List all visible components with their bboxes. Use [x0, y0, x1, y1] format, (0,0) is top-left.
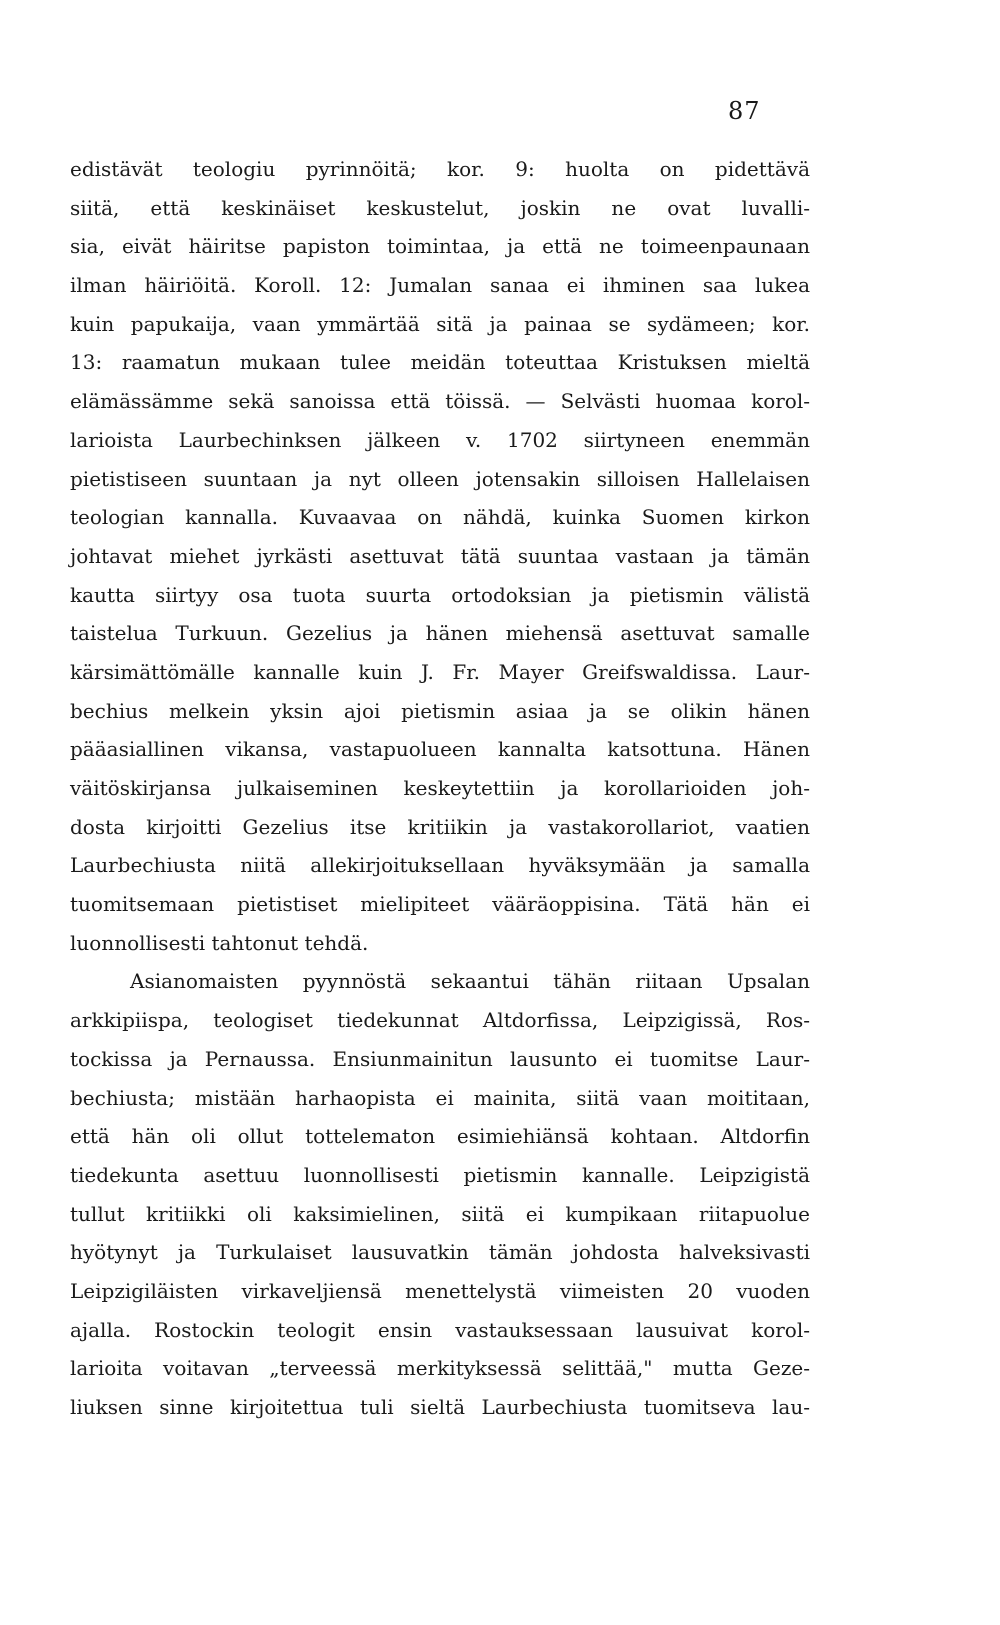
text-line: ajalla. Rostockin teologit ensin vastauksessaan lausuivat korol-: [70, 1317, 810, 1342]
text-line: tockissa ja Pernaussa. Ensiunmainitun lausunto ei tuomitse Laur-: [70, 1046, 810, 1071]
text-line: väitöskirjansa julkaiseminen keskeytettiin ja korollarioiden joh-: [70, 776, 810, 800]
text-line: pietistiseen suuntaan ja nyt olleen jotensakin silloisen Hallelaisen: [70, 466, 810, 491]
text-line: dosta kirjoitti Gezelius itse kritiikin ja vastakorollariot, vaatien: [70, 814, 810, 839]
text-line: taistelua Turkuun. Gezelius ja hänen miehensä asettuvat samalle: [70, 621, 810, 646]
paragraph-1: [70, 150, 810, 962]
text-line: larioita voitavan „terveessä merkityksessä selittää," mutta Geze-: [70, 1356, 810, 1381]
text-line: hyötynyt ja Turkulaiset lausuvatkin tämän johdosta halveksivasti: [70, 1240, 810, 1265]
text-line: tullut kritiikki oli kaksimielinen, siitä ei kumpikaan riitapuolue: [70, 1201, 810, 1226]
text-line: bechius melkein yksin ajoi pietismin asiaa ja se olikin hänen: [70, 698, 810, 723]
text-line: edistävät teologiu pyrinnöitä; kor. 9: huolta on pidettävä: [70, 157, 810, 181]
text-line: elämässämme sekä sanoissa että töissä. — Selvästi huomaa korol-: [70, 389, 810, 414]
text-line: 13: raamatun mukaan tulee meidän toteuttaa Kristuksen mieltä: [70, 350, 810, 375]
text-line: arkkipiispa, teologiset tiedekunnat Altdorfissa, Leipzigissä, Ros-: [70, 1008, 810, 1033]
text-line: tuomitsemaan pietistiset mielipiteet vääräoppisina. Tätä hän ei: [70, 892, 810, 917]
paragraph-2: [70, 962, 810, 1426]
text-line: ilman häiriöitä. Koroll. 12: Jumalan sanaa ei ihminen saa lukea: [70, 273, 810, 298]
text-line: bechiusta; mistään harhaopista ei mainita, siitä vaan moititaan,: [70, 1085, 810, 1110]
text-line: sia, eivät häiritse papiston toimintaa, ja että ne toimeenpaunaan: [70, 234, 810, 259]
text-line: että hän oli ollut tottelematon esimiehiänsä kohtaan. Altdorfin: [70, 1124, 810, 1149]
body-text: [70, 150, 810, 1427]
text-line: tiedekunta asettuu luonnollisesti pietismin kannalle. Leipzigistä: [70, 1162, 810, 1187]
text-line: larioista Laurbechinksen jälkeen v. 1702 siirtyneen enemmän: [70, 427, 810, 452]
text-line: kuin papukaija, vaan ymmärtää sitä ja painaa se sydämeen; kor.: [70, 311, 810, 336]
text-line: liuksen sinne kirjoitettua tuli sieltä Laurbechiusta tuomitseva lau-: [70, 1395, 810, 1419]
text-line: pääasiallinen vikansa, vastapuolueen kannalta katsottuna. Hänen: [70, 737, 810, 762]
text-line: johtavat miehet jyrkästi asettuvat tätä suuntaa vastaan ja tämän: [70, 543, 810, 568]
text-line: teologian kannalla. Kuvaavaa on nähdä, kuinka Suomen kirkon: [70, 505, 810, 530]
text-line: siitä, että keskinäiset keskustelut, joskin ne ovat luvalli-: [70, 195, 810, 220]
text-line: luonnollisesti tahtonut tehdä.: [70, 930, 369, 955]
text-line: kautta siirtyy osa tuota suurta ortodoksian ja pietismin välistä: [70, 582, 810, 607]
text-line: Leipzigiläisten virkaveljiensä menettelystä viimeisten 20 vuoden: [70, 1278, 810, 1303]
text-line: Laurbechiusta niitä allekirjoituksellaan hyväksymään ja samalla: [70, 853, 810, 878]
page-number: 87: [728, 97, 761, 125]
text-line: kärsimättömälle kannalle kuin J. Fr. Mayer Greifswaldissa. Laur-: [70, 659, 810, 684]
text-line: Asianomaisten pyynnöstä sekaantui tähän riitaan Upsalan: [130, 969, 810, 994]
